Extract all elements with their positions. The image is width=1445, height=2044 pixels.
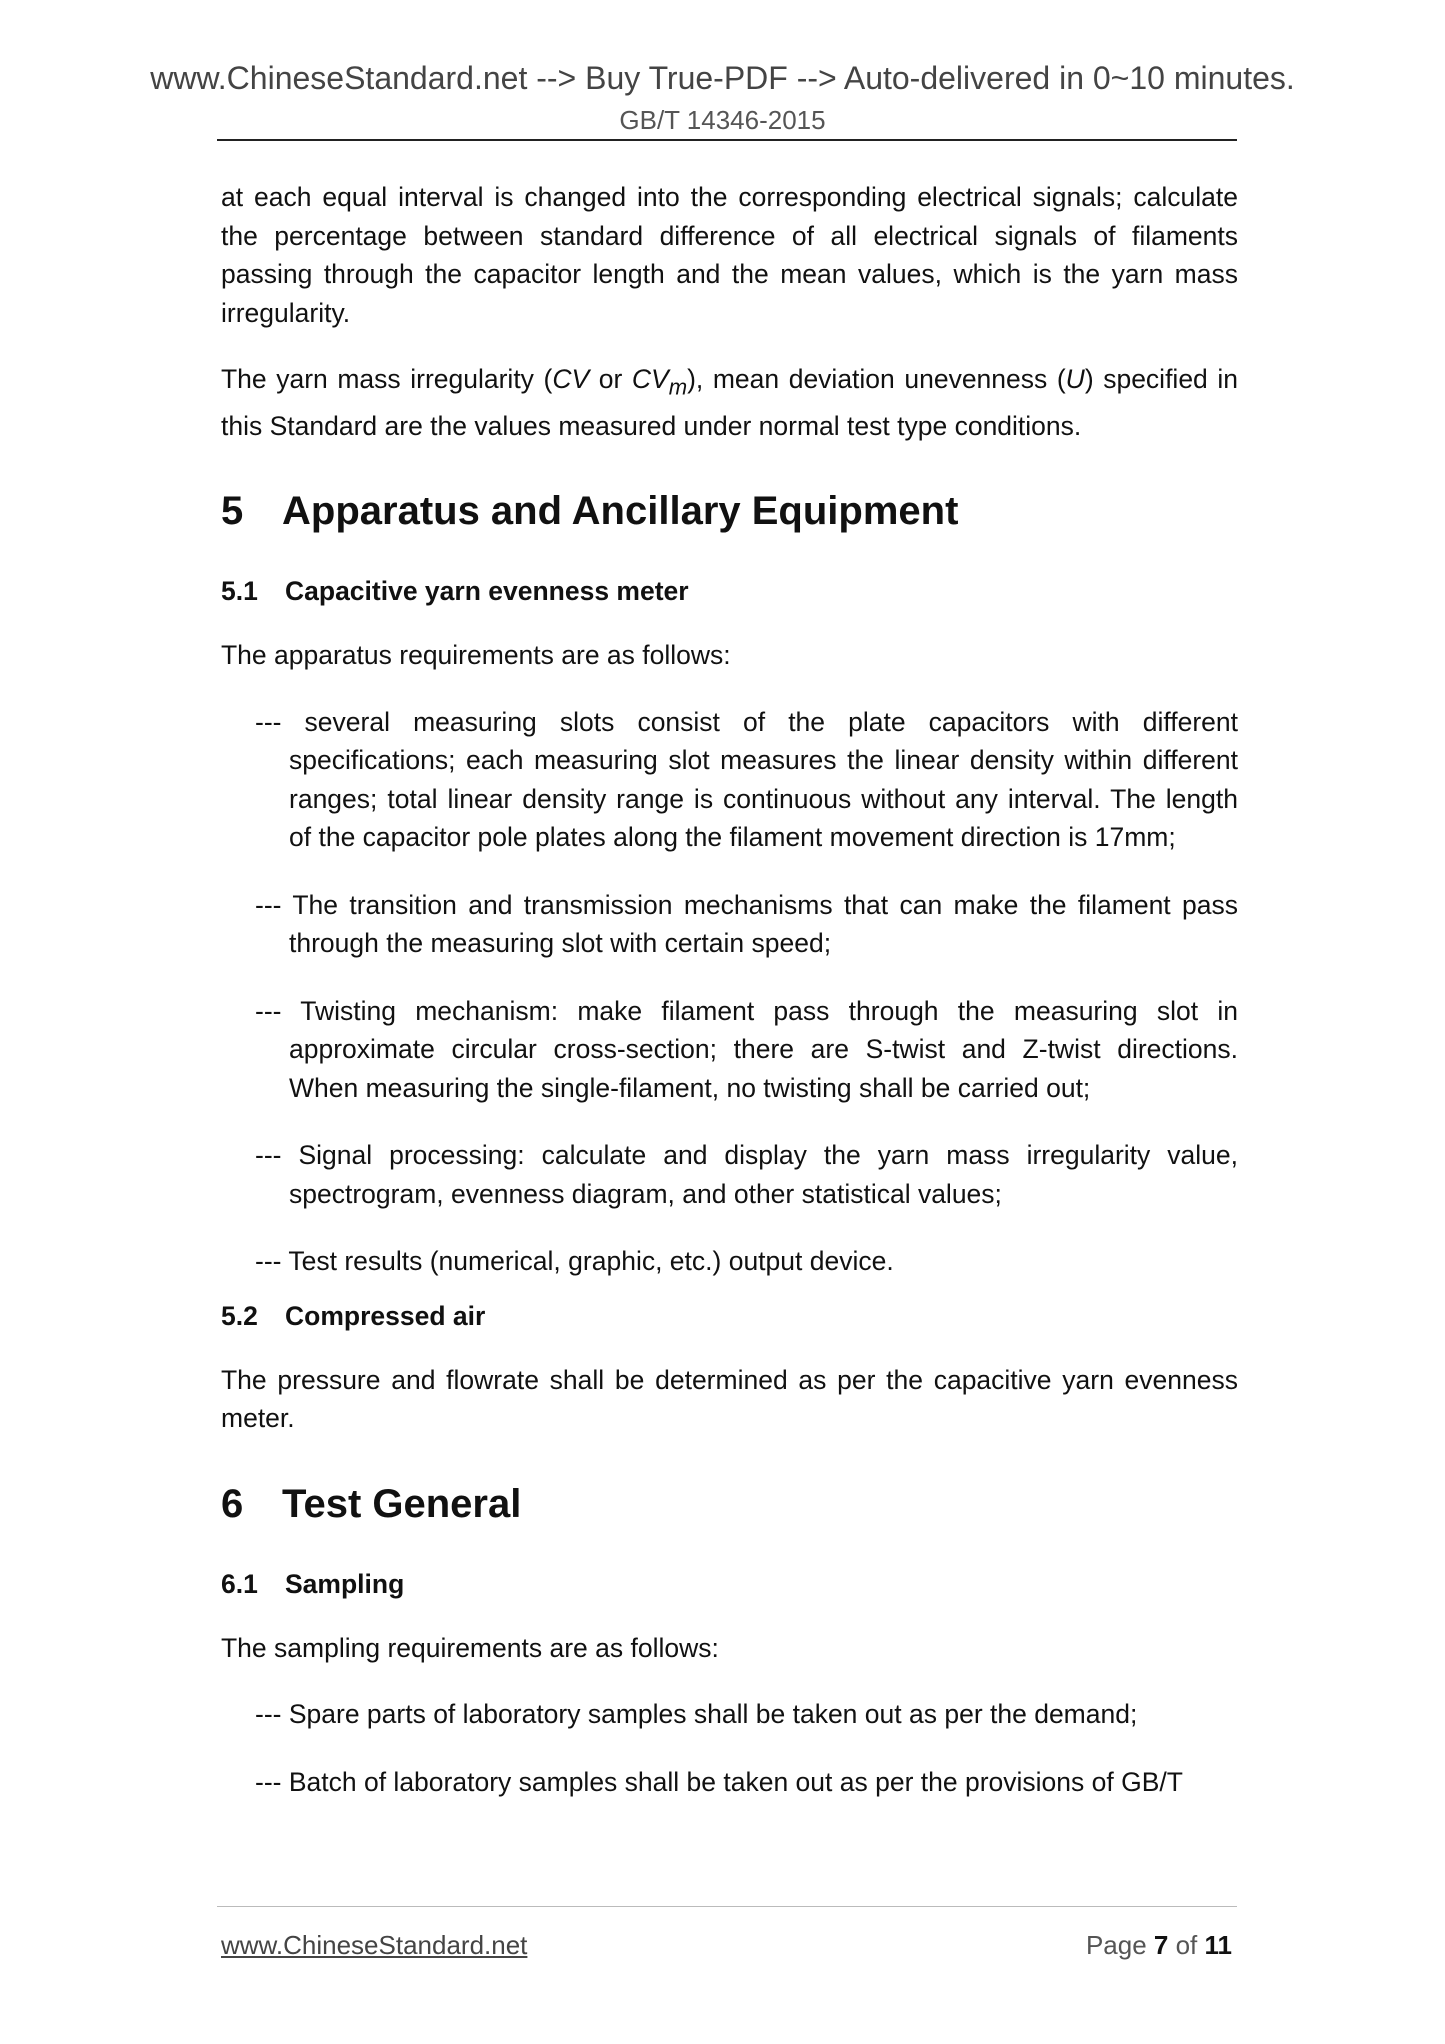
list-item: --- Spare parts of laboratory samples shall be taken out as per the demand; bbox=[255, 1699, 1138, 1730]
page-of: of bbox=[1168, 1930, 1205, 1960]
u-symbol: U bbox=[1065, 364, 1085, 394]
subsection-title: Sampling bbox=[285, 1568, 405, 1599]
section-title: Test General bbox=[282, 1481, 522, 1526]
list-item: --- Batch of laboratory samples shall be taken out as per the provisions of GB/T bbox=[255, 1766, 1183, 1797]
current-page: 7 bbox=[1153, 1930, 1169, 1960]
section-title: Apparatus and Ancillary Equipment bbox=[282, 489, 959, 534]
subsection-title: Capacitive yarn evenness meter bbox=[285, 576, 689, 607]
text-run: ) specified in this Standard are the values measured under normal test type conditions. bbox=[221, 364, 1238, 441]
cv-symbol: CV bbox=[552, 364, 590, 394]
text-run: The yarn mass irregularity ( bbox=[221, 364, 553, 394]
total-pages: 11 bbox=[1204, 1930, 1232, 1960]
cvm-subscript: m bbox=[668, 374, 688, 400]
footer-divider bbox=[217, 1906, 1237, 1907]
text-run: or bbox=[589, 364, 632, 394]
section-number: 5 bbox=[221, 489, 244, 534]
standard-number: GB/T 14346-2015 bbox=[619, 105, 826, 135]
sampling-lead: The sampling requirements are as follows: bbox=[221, 1632, 719, 1663]
subsection-title: Compressed air bbox=[285, 1300, 486, 1331]
list-item: --- Signal processing: calculate and display the yarn mass irregularity value, spectrogram, evenness diagram, and other statistical values; bbox=[255, 1140, 1238, 1209]
apparatus-lead: The apparatus requirements are as follows: bbox=[221, 640, 731, 671]
subsection-number: 5.2 bbox=[221, 1300, 258, 1331]
subsection-5-2-heading bbox=[221, 1297, 1238, 1335]
header-banner: www.ChineseStandard.net --> Buy True-PDF --> Auto-delivered in 0~10 minutes. bbox=[150, 60, 1295, 96]
document-body bbox=[221, 178, 1238, 1830]
section-5-heading bbox=[221, 485, 1238, 537]
list-item: --- several measuring slots consist of the plate capacitors with different specifications; each measuring slot measures the linear density within different ranges; total linear density range is continuous without any interval. The length of the capacitor pole plates along the filament movement direction is 17mm; bbox=[255, 706, 1238, 853]
subsection-number: 5.1 bbox=[221, 576, 258, 607]
footer-website-link[interactable]: www.ChineseStandard.net bbox=[221, 1930, 528, 1960]
page-label: Page bbox=[1085, 1930, 1154, 1960]
list-item: --- Twisting mechanism: make filament pass through the measuring slot in approximate circular cross-section; there are S-twist and Z-twist directions. When measuring the single-filament, no twisting shall be carried out; bbox=[255, 995, 1238, 1103]
subsection-number: 6.1 bbox=[221, 1568, 258, 1599]
text-run: ), mean deviation unevenness ( bbox=[687, 364, 1066, 394]
subsection-6-1-heading bbox=[221, 1565, 1238, 1603]
compressed-air-text: The pressure and flowrate shall be determined as per the capacitive yarn evenness meter. bbox=[221, 1364, 1238, 1434]
section-number: 6 bbox=[221, 1481, 244, 1526]
intro-paragraph-1: at each equal interval is changed into the corresponding electrical signals; calculate the percentage between standard difference of all electrical signals of filaments passing through the capacitor length and the mean values, which is the yarn mass irregularity. bbox=[221, 182, 1238, 328]
cvm-symbol: CV bbox=[631, 364, 669, 394]
list-item: --- Test results (numerical, graphic, etc.) output device. bbox=[255, 1246, 894, 1277]
intro-paragraph-2 bbox=[221, 360, 1238, 445]
header-divider bbox=[217, 139, 1237, 141]
list-item: --- The transition and transmission mechanisms that can make the filament pass through the measuring slot with certain speed; bbox=[255, 889, 1238, 959]
page-indicator bbox=[1086, 1928, 1232, 1962]
section-6-heading bbox=[221, 1478, 1238, 1530]
subsection-5-1-heading bbox=[221, 572, 1238, 610]
